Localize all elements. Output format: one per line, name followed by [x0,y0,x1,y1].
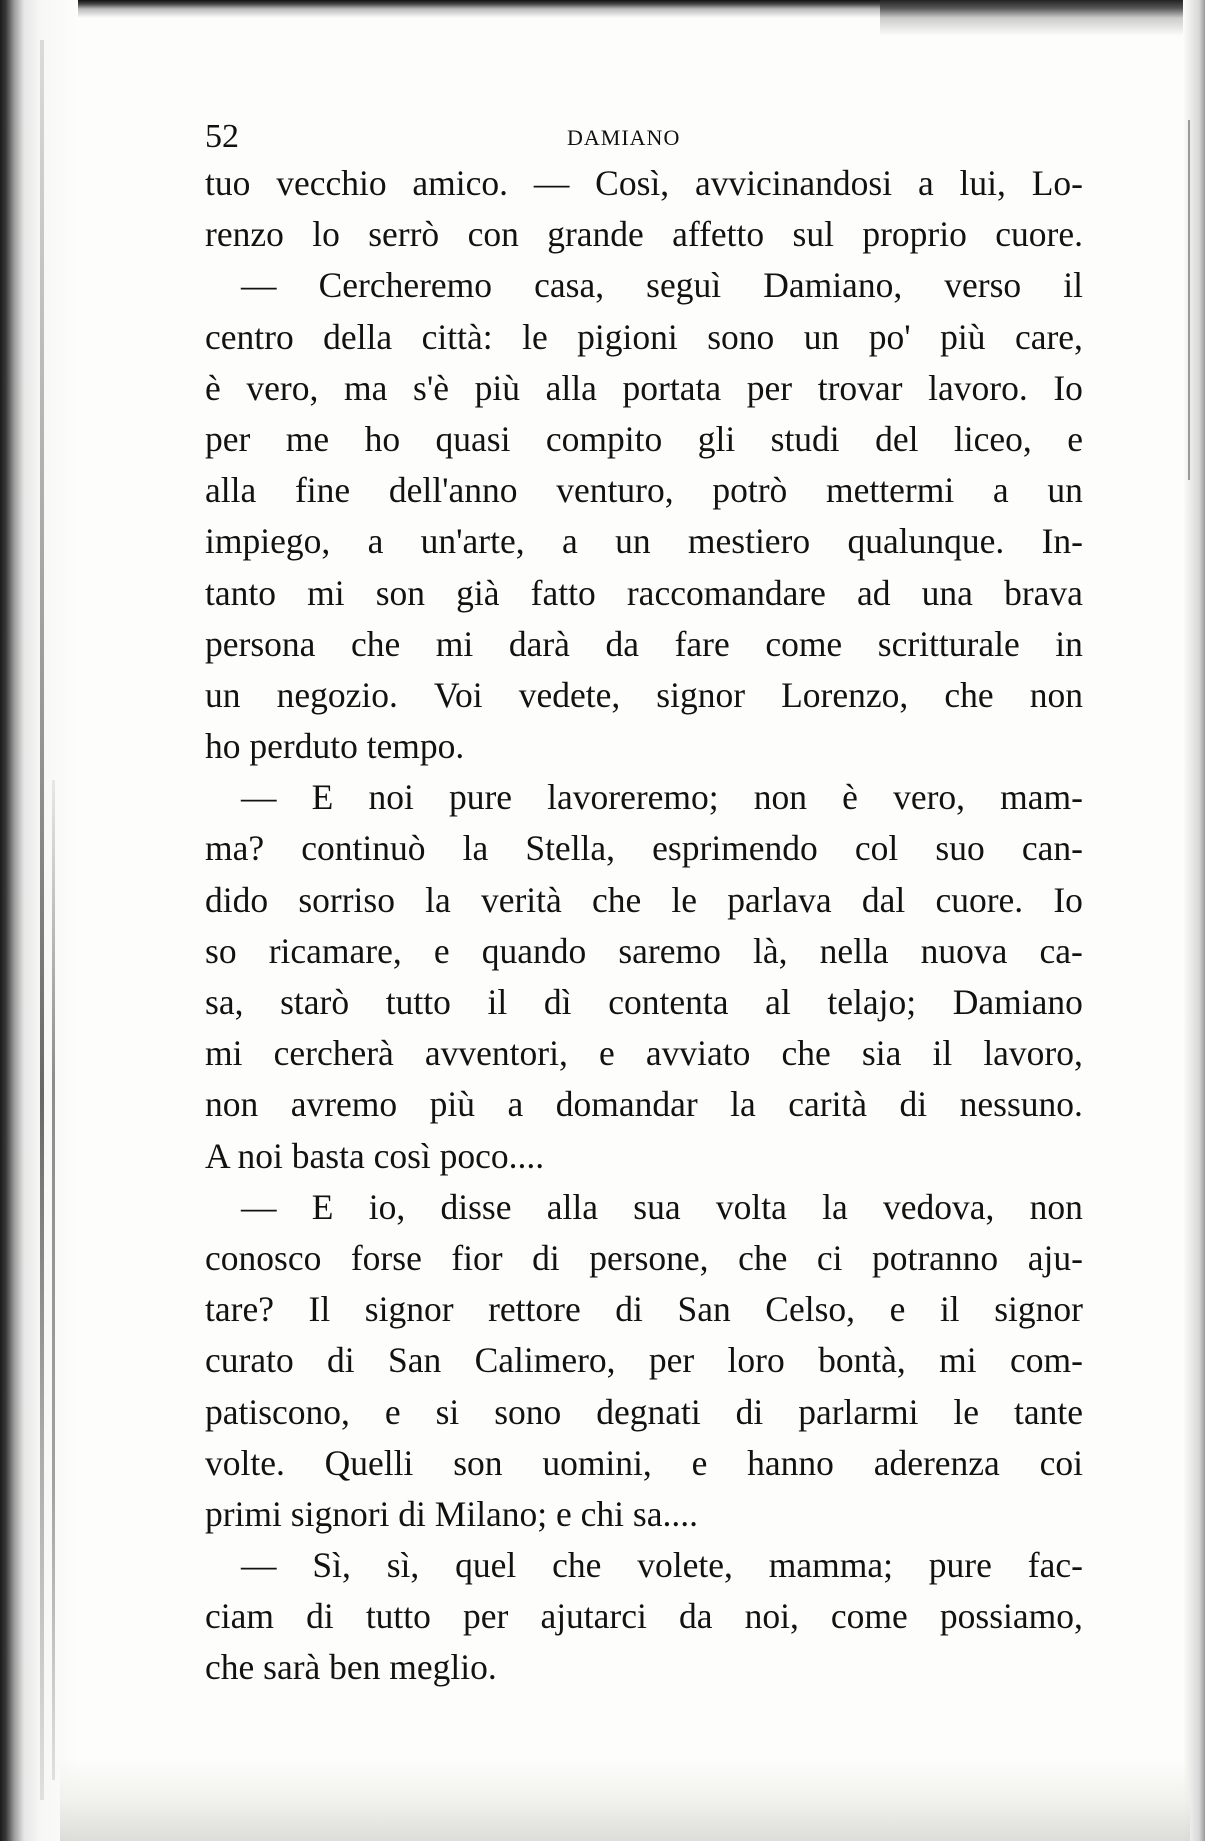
word: là, [752,930,788,971]
text-line [205,1079,1083,1130]
word: del [875,418,919,459]
text-line: ho perduto tempo. [205,726,465,767]
word: della [323,316,393,357]
word: centro [205,316,294,357]
word: hanno [747,1442,834,1483]
word: care, [1014,316,1083,357]
word: mettermi [826,470,955,511]
word: negozio. [276,674,398,715]
word: a [561,521,578,562]
word: pigioni [577,316,678,357]
text-line [205,875,1083,926]
text-line [205,465,1083,516]
word: già [456,572,500,613]
word: curato [205,1340,294,1381]
word: col [854,828,899,869]
text-line [205,312,1083,363]
word: noi [368,777,414,818]
word: che [591,879,642,920]
word: per [463,1596,509,1637]
text-line [205,1182,1083,1233]
word: Così, [595,163,670,203]
word: sorriso [298,879,395,920]
word: vero, [893,777,966,818]
word: vedete, [518,674,621,715]
scan-edge-top-right [880,0,1205,36]
word: so [205,930,237,971]
binding-shadow-lower [52,780,55,1780]
word: ma? [205,828,265,869]
word: come [765,623,843,664]
word: Io [1053,879,1083,920]
word: brava [1004,572,1083,613]
word: — [241,1186,277,1227]
word: conosco [205,1237,322,1278]
word: cuore. [995,214,1083,255]
word: casa, [534,265,605,306]
word: ciam [205,1596,274,1637]
word: vero, [246,367,319,408]
word: un [205,674,241,715]
word: al [765,982,791,1022]
word: nella [819,930,889,971]
word: cuore. [935,879,1024,920]
text-line [205,414,1083,465]
word: il [939,1289,960,1330]
word: ma [344,367,388,408]
word: gli [697,418,736,459]
word: avventori, [424,1033,568,1074]
word: tuo [205,163,251,203]
text-line: A noi basta così poco.... [205,1135,545,1176]
word: volete, [637,1545,733,1586]
binding-shadow [40,40,44,1800]
word: e [1067,418,1083,459]
word: studi [770,418,840,459]
word: e [433,930,450,971]
word: Sì, [312,1545,351,1586]
word: impiego, [205,521,331,562]
word: compito [545,418,663,459]
word: il [932,1033,953,1074]
word: — [241,265,277,306]
word: è [205,367,221,408]
word: fac- [1027,1545,1083,1586]
word: la [822,1186,848,1227]
text-line [205,1387,1083,1438]
word: ho [364,418,401,459]
word: E [311,777,334,818]
word: serrò [368,214,440,255]
word: nessuno. [959,1084,1083,1125]
word: starò [280,982,350,1022]
word: San [677,1289,731,1330]
word: ricamare, [268,930,402,971]
word: noi, [744,1596,799,1637]
word: per [648,1340,695,1381]
word: quando [481,930,587,971]
word: di [306,1596,334,1637]
word: ca- [1039,930,1083,971]
word: Lo- [1031,163,1083,203]
word: mi [435,623,474,664]
word: vecchio [276,163,387,203]
text-line: primi signori di Milano; e chi sa.... [205,1493,698,1534]
word: alla [205,470,257,511]
text-line [205,619,1083,670]
word: parlava [727,879,832,920]
text-line [205,209,1083,260]
word: che [781,1033,831,1074]
word: le [953,1391,980,1432]
word: telajo; [827,982,917,1022]
word: seguì [646,265,722,306]
word: che [350,623,401,664]
word: po' [868,316,911,357]
word: tutto [365,1596,431,1637]
word: trovar [817,367,903,408]
word: che [738,1237,788,1278]
word: di [327,1340,355,1381]
text-line [205,363,1083,414]
word: loro [727,1340,785,1381]
word: sul [792,214,834,255]
word: è [842,777,858,818]
word: di [899,1084,928,1125]
text-line [205,926,1083,977]
word: più [429,1084,476,1125]
word: sa, [205,982,244,1022]
word: — [533,163,570,203]
word: tutto [385,982,451,1022]
word: lavoreremo; [547,777,719,818]
word: tanto [205,572,276,613]
word: più [474,367,521,408]
word: amico. [412,163,509,203]
word: mi [205,1033,243,1074]
word: In- [1041,521,1083,562]
word: disse [440,1186,512,1227]
word: Voi [433,674,483,715]
word: un [803,316,840,357]
word: come [830,1596,908,1637]
word: una [921,572,973,613]
word: avremo [290,1084,398,1125]
word: per [746,367,793,408]
word: da [605,623,640,664]
word: renzo [205,214,284,255]
word: signor [994,1289,1083,1330]
word: bontà, [818,1340,906,1381]
word: mi [939,1340,977,1381]
word: Lorenzo, [781,674,909,715]
word: affetto [672,214,765,255]
word: proprio [862,214,967,255]
word: città: [421,316,493,357]
word: potrò [712,470,788,511]
word: nuova [920,930,1008,971]
text-line [205,823,1083,874]
word: a [507,1084,524,1125]
word: pure [448,777,513,818]
word: a [917,163,934,203]
page-header [205,112,1065,162]
word: un'arte, [420,521,525,562]
paper-grain [60,1760,1190,1841]
word: la [730,1084,756,1125]
text-line [205,670,1083,721]
word: darà [508,623,570,664]
word: qualunque. [847,521,1005,562]
word: mam- [1000,777,1083,818]
text-line [205,1284,1083,1335]
word: le [671,879,698,920]
word: son [453,1442,503,1483]
word: verso [944,265,1022,306]
word: lavoro. [928,367,1028,408]
word: dal [861,879,906,920]
word: dido [205,879,269,920]
text-line [205,516,1083,567]
word: io, [368,1186,406,1227]
word: San [387,1340,442,1381]
word: Damiano [952,982,1083,1022]
word: a [367,521,384,562]
word: da [678,1596,713,1637]
text-line [205,977,1083,1028]
word: persone, [589,1237,709,1278]
word: non [753,777,808,818]
word: per [205,418,251,459]
word: rettore [488,1289,581,1330]
word: — [241,1545,277,1586]
word: la [425,879,451,920]
word: sì, [386,1545,420,1586]
word: contenta [608,982,729,1022]
word: volta [715,1186,787,1227]
word: sono [707,316,775,357]
word: di [532,1237,560,1278]
word: persona [205,623,316,664]
word: scritturale [877,623,1020,664]
word: sua [633,1186,681,1227]
word: Cercheremo [318,265,493,306]
word: raccomandare [626,572,826,613]
word: le [522,316,548,357]
word: fatto [530,572,596,613]
word: me [285,418,330,459]
text-line [205,1028,1083,1079]
text-line [205,158,1083,209]
word: volte. [205,1442,285,1483]
text-line [205,260,1083,311]
word: tante [1013,1391,1083,1432]
word: ad [857,572,891,613]
text-line [205,772,1083,823]
text-line [205,1233,1083,1284]
word: e [598,1033,615,1074]
word: — [241,777,277,818]
word: domandar [555,1084,698,1125]
page-number: 52 [205,118,239,155]
word: il [487,982,508,1022]
word: forse [350,1237,422,1278]
word: e [691,1442,708,1483]
word: lavoro, [983,1033,1083,1074]
word: venturo, [556,470,674,511]
word: Il [308,1289,331,1330]
margin-mark [1188,120,1190,480]
word: che [944,674,994,715]
word: liceo, [953,418,1032,459]
word: Calimero, [474,1340,616,1381]
word: vedova, [883,1186,995,1227]
word: patiscono, [205,1391,350,1432]
word: esprimendo [652,828,818,869]
word: Stella, [525,828,616,869]
text-line [205,1591,1083,1642]
text-line [205,568,1083,619]
word: lui, [959,163,1006,203]
word: un [615,521,651,562]
word: il [1063,265,1083,306]
word: coi [1039,1442,1083,1483]
word: in [1055,623,1083,664]
word: di [615,1289,643,1330]
binding-edge [0,0,78,1841]
word: saremo [618,930,721,971]
word: signor [364,1289,454,1330]
word: aderenza [873,1442,1000,1483]
word: potranno [871,1237,999,1278]
word: alla [546,1186,598,1227]
text-line [205,1335,1083,1386]
word: ajutarci [540,1596,647,1637]
word: mi [307,572,345,613]
word: alla [545,367,597,408]
text-line: che sarà ben meglio. [205,1647,497,1688]
word: degnati [596,1391,701,1432]
word: fior [451,1237,503,1278]
word: cercherà [273,1033,394,1074]
word: un [1047,470,1083,511]
word: a [992,470,1009,511]
word: suo [935,828,985,869]
word: Io [1053,367,1083,408]
word: si [435,1391,460,1432]
word: E [311,1186,334,1227]
word: e [889,1289,906,1330]
word: fine [294,470,351,511]
word: tare? [205,1289,274,1330]
word: con [467,214,519,255]
word: son [375,572,426,613]
word: la [462,828,489,869]
word: non [1029,1186,1083,1227]
body-text [205,158,1083,1694]
word: ci [816,1237,843,1278]
word: mamma; [768,1545,893,1586]
word: avviato [645,1033,751,1074]
word: Damiano, [763,265,903,306]
word: grande [547,214,644,255]
word: Celso, [765,1289,856,1330]
word: sono [494,1391,562,1432]
word: quasi [435,418,511,459]
word: non [1029,674,1083,715]
word: mestiero [687,521,811,562]
word: s'è [413,367,449,408]
word: continuò [301,828,426,869]
word: parlarmi [798,1391,919,1432]
word: sia [861,1033,902,1074]
word: fare [674,623,730,664]
scan-edge-right [1183,0,1205,1841]
word: e [384,1391,401,1432]
word: più [940,316,986,357]
word: avvicinandosi [694,163,893,203]
word: aju- [1027,1237,1083,1278]
word: di [735,1391,764,1432]
text-line [205,1540,1083,1591]
word: verità [480,879,562,920]
word: che [552,1545,602,1586]
word: possiamo, [939,1596,1083,1637]
word: carità [788,1084,868,1125]
word: com- [1009,1340,1083,1381]
word: non [205,1084,259,1125]
word: Quelli [324,1442,414,1483]
word: can- [1021,828,1083,869]
word: lo [312,214,340,255]
word: dell'anno [388,470,518,511]
word: pure [928,1545,992,1586]
word: signor [656,674,746,715]
running-title: DAMIANO [567,125,681,150]
word: quel [455,1545,517,1586]
word: dì [543,982,572,1022]
text-line [205,1438,1083,1489]
word: portata [622,367,722,408]
word: uomini, [542,1442,652,1483]
